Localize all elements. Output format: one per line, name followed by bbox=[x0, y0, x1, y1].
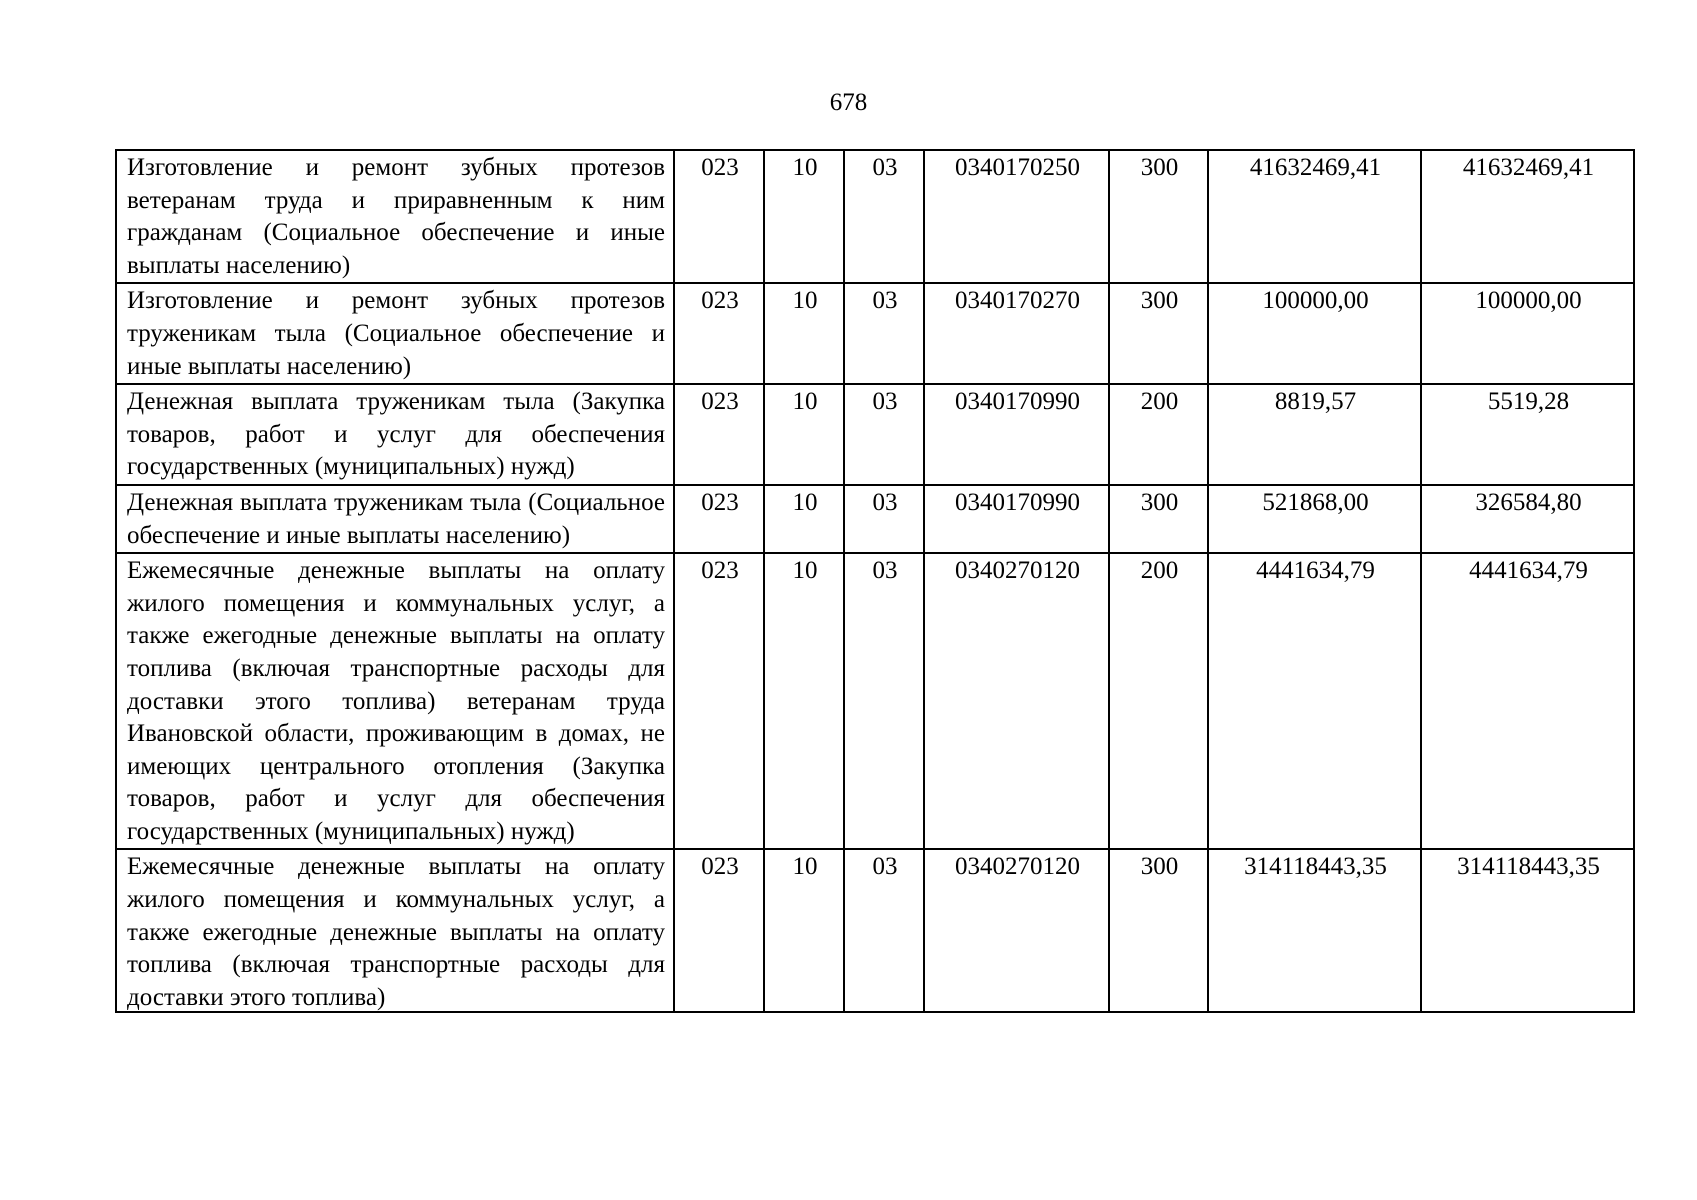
description-cell: Денежная выплата труженикам тыла (Закупка товаров, работ и услуг для обеспечения государственных (муниципальных) нужд) bbox=[116, 384, 674, 485]
subsection-code-cell: 03 bbox=[844, 553, 924, 849]
amount-second-cell: 326584,80 bbox=[1421, 485, 1634, 553]
section-code-cell: 10 bbox=[764, 283, 844, 384]
table-row bbox=[116, 283, 1634, 384]
amount-first-cell: 8819,57 bbox=[1208, 384, 1421, 485]
subsection-code-cell: 03 bbox=[844, 150, 924, 283]
amount-second-cell: 100000,00 bbox=[1421, 283, 1634, 384]
amount-second-cell: 314118443,35 bbox=[1421, 849, 1634, 1012]
amount-first-cell: 521868,00 bbox=[1208, 485, 1421, 553]
target-article-cell: 0340170270 bbox=[924, 283, 1109, 384]
description-cell: Денежная выплата труженикам тыла (Социальное обеспечение и иные выплаты населению) bbox=[116, 485, 674, 553]
section-code-cell: 10 bbox=[764, 150, 844, 283]
table-row bbox=[116, 849, 1634, 1012]
amount-first-cell: 41632469,41 bbox=[1208, 150, 1421, 283]
subsection-code-cell: 03 bbox=[844, 849, 924, 1012]
table-row bbox=[116, 150, 1634, 283]
description-cell: Изготовление и ремонт зубных протезов ветеранам труда и приравненным к ним гражданам (Социальное обеспечение и иные выплаты населению) bbox=[116, 150, 674, 283]
ministry-code-cell: 023 bbox=[674, 283, 764, 384]
section-code-cell: 10 bbox=[764, 553, 844, 849]
subsection-code-cell: 03 bbox=[844, 384, 924, 485]
expense-type-cell: 300 bbox=[1109, 849, 1208, 1012]
subsection-code-cell: 03 bbox=[844, 283, 924, 384]
amount-second-cell: 41632469,41 bbox=[1421, 150, 1634, 283]
subsection-code-cell: 03 bbox=[844, 485, 924, 553]
amount-second-cell: 5519,28 bbox=[1421, 384, 1634, 485]
amount-first-cell: 4441634,79 bbox=[1208, 553, 1421, 849]
table-row bbox=[116, 384, 1634, 485]
page-number: 678 bbox=[829, 89, 868, 116]
table-row bbox=[116, 553, 1634, 849]
section-code-cell: 10 bbox=[764, 384, 844, 485]
expense-type-cell: 300 bbox=[1109, 485, 1208, 553]
target-article-cell: 0340170990 bbox=[924, 384, 1109, 485]
amount-first-cell: 314118443,35 bbox=[1208, 849, 1421, 1012]
target-article-cell: 0340170990 bbox=[924, 485, 1109, 553]
description-cell: Изготовление и ремонт зубных протезов труженикам тыла (Социальное обеспечение и иные выплаты населению) bbox=[116, 283, 674, 384]
target-article-cell: 0340270120 bbox=[924, 849, 1109, 1012]
description-text: Ежемесячные денежные выплаты на оплату жилого помещения и коммунальных услуг, а также ежегодные денежные выплаты на оплату топлива (включая транспортные расходы для доставки этого топлива) bbox=[127, 853, 665, 1011]
ministry-code-cell: 023 bbox=[674, 384, 764, 485]
budget-table bbox=[115, 149, 1635, 1013]
section-code-cell: 10 bbox=[764, 849, 844, 1012]
target-article-cell: 0340270120 bbox=[924, 553, 1109, 849]
ministry-code-cell: 023 bbox=[674, 485, 764, 553]
amount-first-cell: 100000,00 bbox=[1208, 283, 1421, 384]
amount-second-cell: 4441634,79 bbox=[1421, 553, 1634, 849]
ministry-code-cell: 023 bbox=[674, 150, 764, 283]
target-article-cell: 0340170250 bbox=[924, 150, 1109, 283]
expense-type-cell: 300 bbox=[1109, 283, 1208, 384]
ministry-code-cell: 023 bbox=[674, 553, 764, 849]
description-cell: Ежемесячные денежные выплаты на оплату жилого помещения и коммунальных услуг, а также ежегодные денежные выплаты на оплату топлива (включая транспортные расходы для доставки этого топлива) ветеранам труда Ивановской области, проживающим в домах, не имеющих центрального отопления (Закупка товаров, работ и услуг для обеспечения государственных (муниципальных) нужд) bbox=[116, 553, 674, 849]
expense-type-cell: 200 bbox=[1109, 553, 1208, 849]
description-cell bbox=[116, 849, 674, 1012]
expense-type-cell: 200 bbox=[1109, 384, 1208, 485]
section-code-cell: 10 bbox=[764, 485, 844, 553]
ministry-code-cell: 023 bbox=[674, 849, 764, 1012]
table-row bbox=[116, 485, 1634, 553]
expense-type-cell: 300 bbox=[1109, 150, 1208, 283]
